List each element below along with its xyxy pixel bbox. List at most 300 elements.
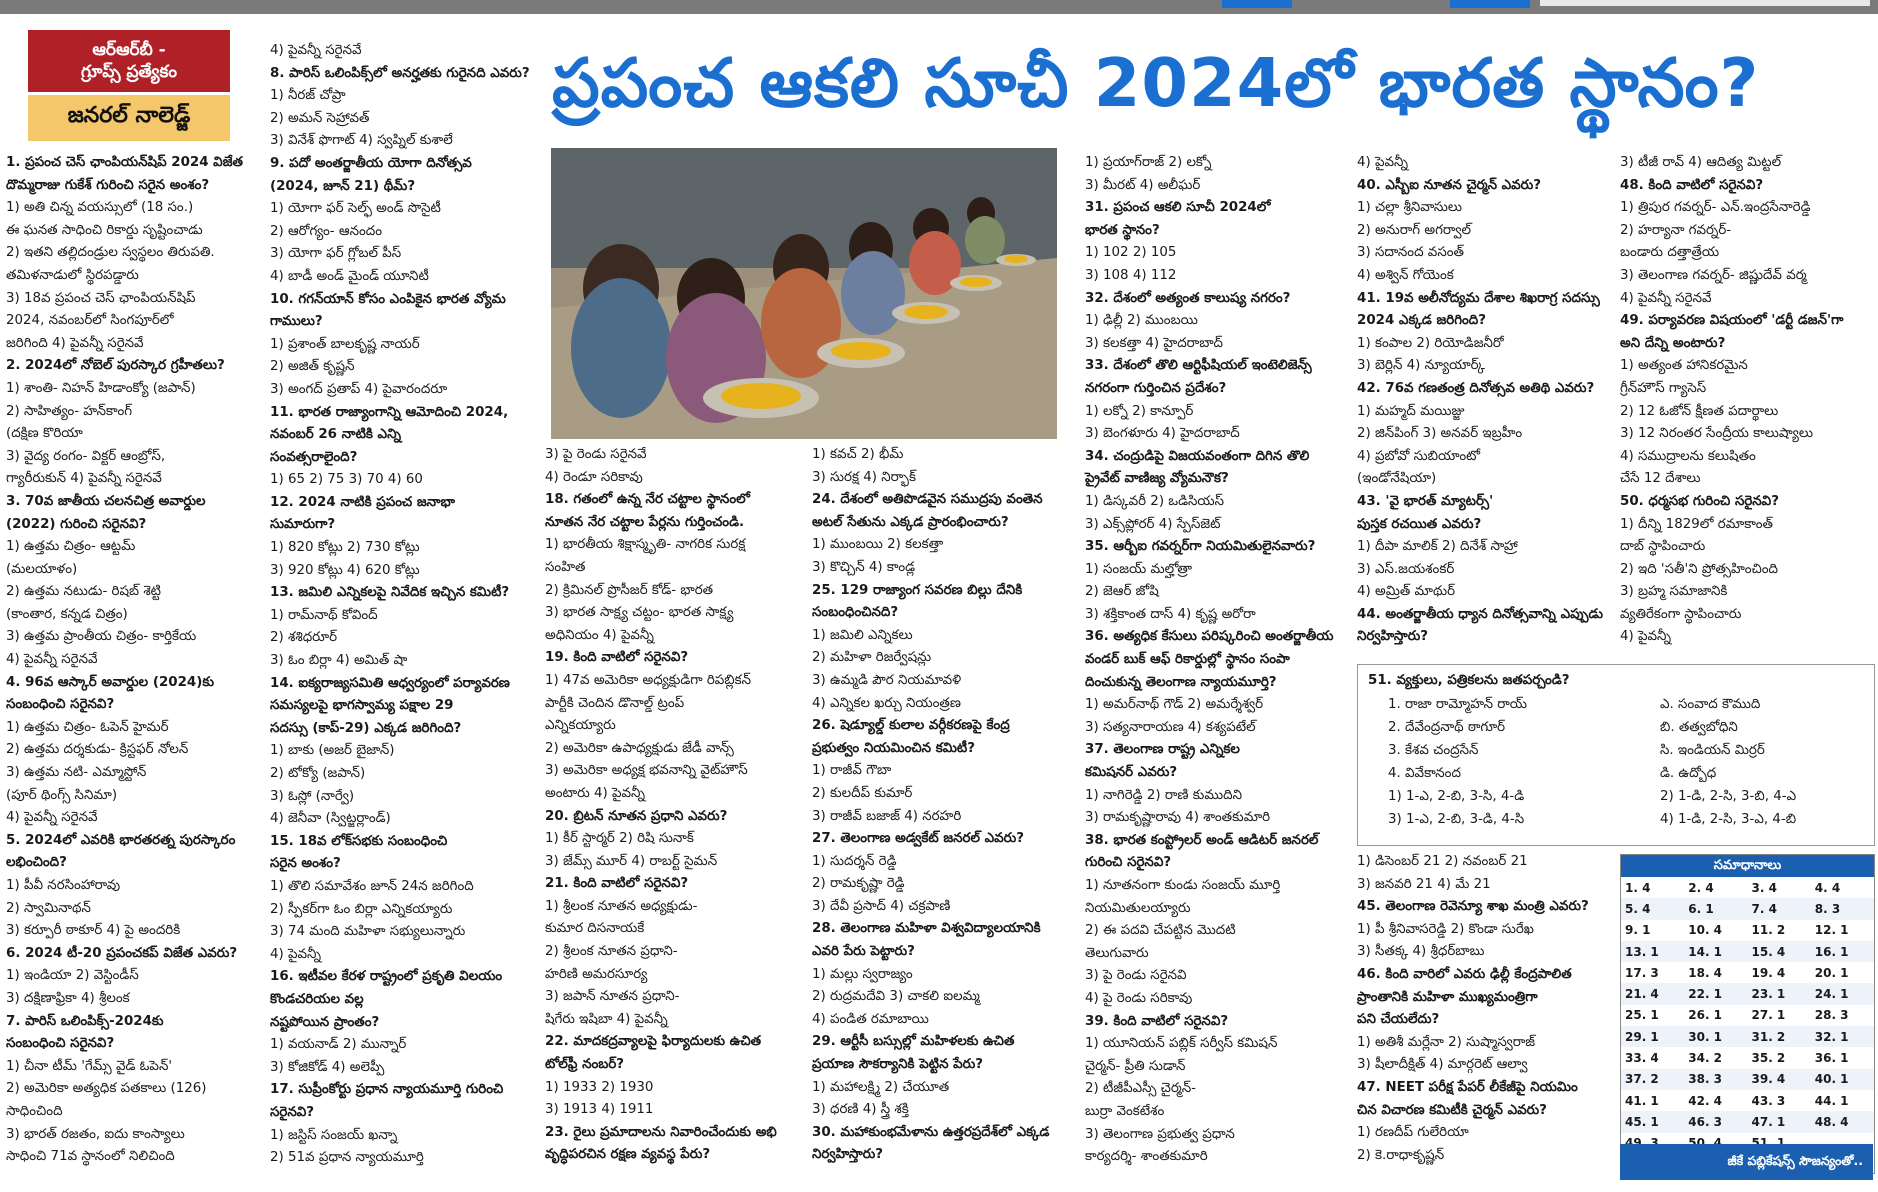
section-badge <box>28 30 230 141</box>
answer-cell: 23. 1 <box>1748 983 1811 1004</box>
option-line: 3) ఓం బిర్లా 4) అమిత్ షా <box>270 653 408 669</box>
answer-cell: 48. 4 <box>1811 1111 1874 1132</box>
option-line: 2) స్పీకర్‌గా ఓం బిర్లా ఎన్నికయ్యారు <box>270 901 453 917</box>
option-line: 3) వైద్య రంగం- విక్టర్ ఆంబ్రోస్, <box>6 448 166 464</box>
question-line: 32. దేశంలో అత్యంత కాలుష్య నగరం? <box>1085 290 1291 306</box>
option-line: 3) ఓస్లో (నార్వే) <box>270 788 355 804</box>
question-line: 16. ఇటీవల కేరళ రాష్ట్రంలో ప్రకృతి విలయం <box>270 969 503 985</box>
answer-cell: 28. 3 <box>1814 1008 1849 1023</box>
option-line: 3) 1913 4) 1911 <box>545 1102 654 1118</box>
question-line: ప్రయాణ సౌకర్యానికి పెట్టిన పేరు? <box>812 1057 983 1073</box>
question-line: వండర్ బుక్ ఆఫ్ రికార్డుల్లో స్థానం సంపా <box>1085 652 1290 668</box>
answer-cell: 46. 3 <box>1684 1111 1747 1132</box>
option-line: 2) శశిధరూర్ <box>270 630 338 646</box>
children-eating-photo <box>551 148 1057 439</box>
option-line: 3) అంగద్ ప్రతాప్ 4) పైవారందరూ <box>270 381 448 397</box>
question-line: 48. కింది వాటిలో సరైనవి? <box>1620 177 1764 193</box>
question-line: 12. 2024 నాటికి ప్రపంచ జనాభా <box>270 494 455 510</box>
question-line: 5. 2024లో ఎవరికి భారతరత్న పురస్కారం <box>6 832 236 848</box>
match-left-item: 1. రాజా రామ్మోహన్ రాయ్ <box>1388 697 1528 712</box>
question-line: 23. రైలు ప్రమాదాలను నివారించేందుకు అభి <box>545 1124 777 1140</box>
answer-cell: 36. 1 <box>1814 1051 1849 1066</box>
option-line: 3) ఉత్తమ నటి- ఎమ్మాస్టోన్ <box>6 765 147 781</box>
question-line: 10. గగన్‌యాన్ కోసం ఎంపికైన భారత వ్యోమ <box>270 291 506 307</box>
option-line: 3) రామకృష్ణారావు 4) శాంతకుమారి <box>1085 810 1271 826</box>
option-line: 4) పై రెండు సరికావు <box>1085 990 1193 1006</box>
option-line: 3) 920 కోట్లు 4) 620 కోట్లు <box>270 562 420 578</box>
question-line: 39. కింది వాటిలో సరైనవి? <box>1085 1013 1229 1029</box>
option-line: 4) సముద్రాలను కలుషితం <box>1620 448 1756 464</box>
option-line: 3) పై రెండు సరైనవే <box>545 447 647 462</box>
question-line: 19. కింది వాటిలో సరైనవి? <box>545 650 689 666</box>
question-line: టోల్‌ఫ్రీ నంబర్? <box>545 1057 625 1073</box>
option-line: 1) తొలి సమావేశం జూన్ 24న జరిగింది <box>270 878 474 894</box>
option-line: 4) పైవన్నీ సరైనవే <box>270 43 362 58</box>
answer-cell: 24. 1 <box>1811 983 1874 1004</box>
option-line: 1) 1933 2) 1930 <box>545 1079 654 1095</box>
answer-cell: 31. 2 <box>1748 1026 1811 1047</box>
option-line: 3) ఉమ్మడి పౌర నియమావళి <box>812 672 962 688</box>
option-line: 4) పైవన్నీ సరైనవే <box>6 810 98 826</box>
answer-cell: 45. 1 <box>1621 1111 1684 1132</box>
option-line: 2) మహిళా రిజర్వేషన్లు <box>812 650 932 666</box>
option-line: కుమార దిసనాయకే <box>545 921 645 937</box>
option-line: 4) అమ్రిత్ మాథుర్ <box>1357 584 1456 600</box>
option-line: దాబ్ స్థాపించారు <box>1620 539 1706 555</box>
question-line: సంబంధించి సరైనవి? <box>6 1036 115 1052</box>
match-option: 1) 1-ఎ, 2-బి, 3-సి, 4-డి <box>1388 789 1525 804</box>
option-line: 1) ఉత్తమ చిత్రం- ఓపెన్ హైమర్ <box>6 719 169 735</box>
question-line: 28. తెలంగాణ మహిళా విశ్వవిద్యాలయానికి <box>812 921 1041 937</box>
question-line: 43. 'వై భారత్ మ్యాటర్స్' <box>1357 493 1494 509</box>
option-line: 2) అనురాగ్ అగర్వాల్ <box>1357 222 1472 238</box>
badge-gold-block <box>28 95 230 141</box>
option-line: 2) అజిత్ కృష్ణన్ <box>270 359 355 375</box>
option-line: 3) 74 మంది మహిళా సభ్యులున్నారు <box>270 924 466 940</box>
option-line: 1) వయనాడ్ 2) మున్నార్ <box>270 1037 407 1053</box>
option-line: 1) డిసెంబర్ 21 2) నవంబర్ 21 <box>1357 854 1528 869</box>
answer-cell: 33. 4 <box>1625 1051 1659 1066</box>
question-column-5 <box>1085 152 1333 1169</box>
question-line: 1. ప్రపంచ చెస్ ఛాంపియన్‌షిప్ 2024 విజేత <box>6 155 243 170</box>
option-line: 4) అశ్విన్ గోయెంక <box>1357 267 1454 283</box>
option-line: 2) హర్యానా గవర్నర్- <box>1620 222 1732 238</box>
badge-line2: గ్రూప్స్ ప్రత్యేకం <box>81 62 177 82</box>
answer-row <box>1621 877 1874 898</box>
answer-row <box>1621 1090 1874 1111</box>
option-line: సాధించింది <box>6 1103 63 1119</box>
question-line: సరైన అంశం? <box>270 856 341 872</box>
option-line: 2) శ్రీలంక నూతన ప్రధాని- <box>545 944 678 960</box>
option-line: 1) 820 కోట్లు 2) 730 కోట్లు <box>270 540 420 556</box>
question-line: చిన విచారణ కమిటీకి చైర్మన్ ఎవరు? <box>1357 1102 1547 1118</box>
option-line: 3) బెర్లిన్ 4) న్యూయార్క్ <box>1357 358 1485 374</box>
option-line: 1) శాంతి- నిహన్ హిడాంక్యో (జపాన్) <box>6 380 196 396</box>
question-line: పుస్తక రచయిత ఎవరు? <box>1357 516 1482 532</box>
question-line: 25. 129 రాజ్యాంగ సవరణ బిల్లు దేనికి <box>812 582 1023 598</box>
option-line: 3) సీతక్క 4) శ్రీధర్‌బాబు <box>1357 944 1485 960</box>
option-line: 2) జెఆర్ జోషి <box>1085 584 1159 600</box>
answer-cell: 44. 1 <box>1814 1093 1849 1108</box>
option-line: చైర్మన్- ప్రీతి సుడాన్ <box>1085 1058 1186 1074</box>
credit-line: జీకే పబ్లికేషన్స్ సౌజన్యంతో.. <box>1620 1144 1873 1180</box>
question-line: (2024, జూన్ 21) థీమ్? <box>270 178 416 194</box>
answer-cell: 35. 2 <box>1751 1051 1786 1066</box>
question-line: 13. జమిలి ఎన్నికలపై నివేదిక ఇచ్చిన కమిటీ? <box>270 585 510 601</box>
question-line: లభించింది? <box>6 855 67 871</box>
option-line: ఈ ఘనత సాధించి రికార్డు సృష్టించాడు <box>6 222 203 238</box>
question-line: 8. పారిస్ ఒలింపిక్స్‌లో అనర్హతకు గురైనది ఎవరు? <box>270 65 530 81</box>
option-line: 3) అమెరికా అధ్యక్ష భవనాన్ని వైట్‌హౌస్ <box>545 763 748 779</box>
option-line: 1) 47వ అమెరికా అధ్యక్షుడిగా రిపబ్లికన్ <box>545 672 752 688</box>
option-line: 2) 12 ఓజోన్ క్షీణత పదార్థాలు <box>1620 403 1779 419</box>
match-left-item: 4. వివేకానంద <box>1388 766 1461 781</box>
answer-row <box>1621 1069 1874 1090</box>
option-line: 1) శ్రీలంక నూతన అధ్యక్షుడు- <box>545 898 698 914</box>
question-line: ప్రైవేట్ వాణిజ్య వ్యోమనౌక? <box>1085 471 1229 487</box>
question-line: సంబంధించినది? <box>812 605 899 621</box>
answer-cell: 13. 1 <box>1621 941 1684 962</box>
answer-cell: 10. 4 <box>1688 923 1723 938</box>
answer-cell: 9. 1 <box>1625 923 1651 938</box>
answer-cell: 16. 1 <box>1811 941 1874 962</box>
option-line: 4) జెనీవా (స్విట్జర్లాండ్) <box>270 811 391 827</box>
question-line: 27. తెలంగాణ అడ్వకేట్ జనరల్ ఎవరు? <box>812 831 1024 847</box>
question-line: నిర్వహిస్తారు? <box>1357 629 1429 645</box>
answer-cell: 12. 1 <box>1814 923 1849 938</box>
option-line: 1) సుదర్శన్ రెడ్డి <box>812 853 897 869</box>
option-line: 3) తెలంగాణ గవర్నర్- జిష్ణుదేవ్ వర్మ <box>1620 267 1807 283</box>
question-line: ప్రాంతానికి మహిళా ముఖ్యమంత్రిగా <box>1357 989 1538 1005</box>
option-line: 3) దక్షిణాఫ్రికా 4) శ్రీలంక <box>6 990 130 1006</box>
option-line: 3) ఉత్తమ ప్రాంతీయ చిత్రం- కార్తికేయ <box>6 629 197 645</box>
question-line: 4. 96వ ఆస్కార్ అవార్డుల (2024)కు <box>6 674 214 690</box>
option-line: 1) ఉత్తమ చిత్రం- ఆట్టమ్ <box>6 539 136 555</box>
option-line: 1) బాకు (అజర్ బైజాన్) <box>270 743 395 759</box>
option-line: 1) దీన్ని 1829లో రమాకాంత్ <box>1620 516 1773 532</box>
question-line: సమస్యలపై భాగస్వామ్య పక్షాల 29 <box>270 698 454 714</box>
option-line: 1) త్రిపుర గవర్నర్- ఎన్.ఇంద్రసేనారెడ్డి <box>1620 200 1811 216</box>
question-line: ఎవరి పేరు పెట్టారు? <box>812 944 915 960</box>
answer-cell: 21. 4 <box>1621 983 1684 1004</box>
question-line: కమిషనర్ ఎవరు? <box>1085 765 1178 781</box>
option-line: 3) కొచ్చిన్ 4) కాండ్ల <box>812 559 916 575</box>
option-line: 1) ప్రశాంత్ బాలకృష్ణ నాయర్ <box>270 336 420 352</box>
option-line: నియమితులయ్యారు <box>1085 900 1191 916</box>
match-option: 2) 1-డి, 2-సి, 3-బి, 4-ఎ <box>1660 789 1797 804</box>
option-line: 1) పీవీ నరసింహారావు <box>6 878 121 893</box>
option-line: 3) 18వ ప్రపంచ చెస్ ఛాంపియన్‌షిప్ <box>6 290 196 306</box>
answer-row <box>1621 1005 1874 1026</box>
match-right-item: సి. ఇండియన్ మిర్రర్ <box>1660 743 1765 758</box>
option-line: 3) యోగా ఫర్ గ్లోబల్ పీస్ <box>270 246 402 262</box>
question-line: సంవత్సరాలైంది? <box>270 449 358 465</box>
option-line: 3) సురక్ష 4) నిర్భాక్ <box>812 469 916 485</box>
answer-cell: 37. 2 <box>1621 1069 1684 1090</box>
top-rule-accent <box>1222 0 1292 8</box>
top-rule <box>0 0 1878 14</box>
answer-cell: 7. 4 <box>1748 898 1811 919</box>
option-line: 1) మహ్మద్ మయిజ్జు <box>1357 403 1465 419</box>
option-line: పార్టీకి చెందిన డొనాల్డ్ ట్రంప్ <box>545 695 685 711</box>
question-line: 33. దేశంలో తొలి ఆర్టిఫీషియల్ ఇంటెలిజెన్స్ <box>1085 358 1312 374</box>
answer-cell: 8. 3 <box>1811 898 1874 919</box>
answer-cell: 22. 1 <box>1684 983 1747 1004</box>
option-line: 2) రామకృష్ణా రెడ్డి <box>812 876 905 892</box>
question-line: 2. 2024లో నోబెల్ పురస్కార గ్రహీతలు? <box>6 358 225 374</box>
answer-cell: 5. 4 <box>1621 898 1684 919</box>
option-line: 1) కీర్ స్టార్మర్ 2) రిషి సునాక్ <box>545 831 694 847</box>
news-photo <box>551 148 1057 439</box>
answer-cell: 17. 3 <box>1625 965 1659 980</box>
answer-cell: 4. 4 <box>1814 880 1841 895</box>
match-question-box <box>1357 664 1875 846</box>
question-line: భారత స్థానం? <box>1085 222 1160 238</box>
question-line: సంబంధించి సరైనవి? <box>6 697 115 713</box>
answer-cell: 11. 2 <box>1751 923 1786 938</box>
question-line: 41. 19వ అలీనోద్యమ దేశాల శిఖరాగ్ర సదస్సు <box>1357 290 1600 306</box>
answer-key <box>1620 854 1875 1174</box>
question-line: (2022) గురించి సరైనవి? <box>6 516 147 532</box>
option-line: 2024, నవంబర్‌లో సింగపూర్‌లో <box>6 313 174 329</box>
answer-row <box>1621 941 1874 962</box>
option-line: 3) సదానంద వసంత్ <box>1357 245 1464 261</box>
option-line: 3) కోజికోడ్ 4) అలెప్పీ <box>270 1059 385 1075</box>
question-line: 47. NEET పరీక్ష పేపర్ లీకేజీపై నియమిం <box>1357 1079 1578 1095</box>
option-line: 1) 102 2) 105 <box>1085 245 1177 261</box>
option-line: 3) 108 4) 112 <box>1085 267 1177 283</box>
question-line: 17. సుప్రీంకోర్టు ప్రధాన న్యాయమూర్తి గురించి <box>270 1082 504 1098</box>
option-line: 4) పైవన్నీ <box>1620 629 1672 645</box>
answer-cell: 27. 1 <box>1751 1008 1786 1023</box>
option-line: 2) టోక్యో (జపాన్) <box>270 766 366 781</box>
question-line: 30. మహాకుంభమేళాను ఉత్తరప్రదేశ్‌లో ఎక్కడ <box>812 1124 1050 1140</box>
answer-cell: 41. 1 <box>1625 1093 1659 1108</box>
answer-cell: 18. 4 <box>1688 965 1723 980</box>
option-line: 1) భారతీయ శిక్షాస్మృతి- నాగరిక సురక్ష <box>545 537 746 553</box>
option-line: 1) డిస్కవరీ 2) ఒడిసియస్ <box>1085 493 1225 509</box>
option-line: 1) జమిలి ఎన్నికలు <box>812 627 913 643</box>
option-line: 1) 65 2) 75 3) 70 4) 60 <box>270 472 423 488</box>
badge-line3: జనరల్ నాలెడ్జ్ <box>67 103 191 128</box>
option-line: 1) దీపా మాలిక్ 2) దినేశ్ సాహ్రా <box>1357 539 1518 555</box>
question-column-1 <box>6 152 243 1169</box>
option-line: 4) పైవన్నీ <box>270 946 322 962</box>
match-right-item: ఎ. సంవాద కౌముది <box>1660 697 1761 712</box>
option-line: సంహిత <box>545 559 586 575</box>
question-line: 26. షెడ్యూల్డ్ కులాల వర్గీకరణపై కేంద్ర <box>812 718 1010 734</box>
answer-row <box>1621 1047 1874 1068</box>
question-line: 46. కింది వారిలో ఎవరు ఢిల్లీ కేంద్రపాలిత <box>1357 966 1572 982</box>
option-line: 1) అతి చిన్న వయస్సులో (18 సం.) <box>6 200 194 216</box>
question-line: సుమారుగా? <box>270 517 336 533</box>
answer-row <box>1621 1026 1874 1047</box>
answer-row <box>1621 962 1874 983</box>
option-line: 1) నాగిరెడ్డి 2) రాణి కుముదిని <box>1085 787 1242 803</box>
option-line: 3) ధరణి 4) స్త్రీ శక్తి <box>812 1102 909 1118</box>
option-line: ఎన్నికయ్యారు <box>545 718 616 734</box>
option-line: తెలుగువారు <box>1085 945 1149 961</box>
option-line: 2) ఇతని తల్లిదండ్రుల స్వస్థలం తిరుపతి. <box>6 245 215 261</box>
option-line: జరిగింది 4) పైవన్నీ సరైనవే <box>6 335 144 351</box>
question-line: నవంబర్ 26 నాటికి ఎన్ని <box>270 427 402 443</box>
option-line: షిగేరు ఇషిబా 4) పైవన్నీ <box>545 1011 668 1027</box>
question-line: 42. 76వ గణతంత్ర దినోత్సవ అతిథి ఎవరు? <box>1357 380 1595 396</box>
top-rule-accent <box>1540 0 1870 6</box>
question-line: అటల్ సేతును ఎక్కడ ప్రారంభించారు? <box>812 514 1009 530</box>
answer-cell: 29. 1 <box>1621 1026 1684 1047</box>
question-line: 9. పదో అంతర్జాతీయ యోగా దినోత్సవ <box>270 155 472 171</box>
question-line: 24. దేశంలో అతిపొడవైన సముద్రపు వంతెన <box>812 492 1043 508</box>
option-line: 2) అమెరికా ఉపాధ్యక్షుడు జేడీ వాన్స్ <box>545 740 734 756</box>
answer-cell: 39. 4 <box>1748 1069 1811 1090</box>
option-line: 2) స్వామినాథన్ <box>6 900 91 916</box>
answer-cell: 14. 1 <box>1684 941 1747 962</box>
answer-cell: 38. 3 <box>1684 1069 1747 1090</box>
option-line: 1) నూతనంగా కుండు సంజయ్ మూర్తి <box>1085 878 1281 893</box>
option-line: గ్యారీరుకున్ 4) పైవన్నీ సరైనవే <box>6 471 162 487</box>
question-line: గురించి సరైనవి? <box>1085 855 1172 871</box>
option-line: 4) పైవన్నీ సరైనవే <box>6 652 98 668</box>
question-line: 36. అత్యధిక కేసులు పరిష్కరించి అంతర్జాతీయ <box>1085 629 1334 645</box>
option-line: 3) రాజీవ్ బజాజ్ 4) నరహరి <box>812 808 962 824</box>
option-line: 2) అమెరికా అత్యధిక పతకాలు (126) <box>6 1081 207 1097</box>
question-line: సరైనవి? <box>270 1104 315 1120</box>
option-line: 1) సంజయ్ మల్హోత్రా <box>1085 561 1193 577</box>
question-line: 22. మాదకద్రవ్యాలపై ఫిర్యాదులకు ఉచిత <box>545 1034 762 1050</box>
question-line: 50. ధర్మసభ గురించి సరైనవి? <box>1620 493 1779 509</box>
badge-line1: ఆర్ఆర్‌బీ - <box>92 40 166 60</box>
answer-row <box>1621 920 1874 941</box>
option-line: (పూర్ థింగ్స్ సినిమా) <box>6 787 118 803</box>
option-line: 3) 12 నిరంతర సేంద్రీయ కాలుష్యాలు <box>1620 426 1813 442</box>
option-line: అధినియం 4) పైవన్నీ <box>545 627 654 643</box>
option-line: 3) జేమ్స్ మూర్ 4) రాబర్ట్ సైమన్ <box>545 853 718 869</box>
option-line: (ఇండోనేషియా) <box>1357 471 1437 487</box>
match-right-item: బి. తత్వబోధిని <box>1660 720 1738 735</box>
option-line: 4) బాడీ అండ్ మైండ్ యూనిటీ <box>270 268 429 284</box>
option-line: 2) కె.రాధాకృష్ణన్ <box>1357 1147 1445 1163</box>
option-line: 1) ముంబయి 2) కలకత్తా <box>812 537 944 553</box>
answer-cell: 2. 4 <box>1688 880 1714 895</box>
option-line: అంటారు 4) పైవన్నీ <box>545 785 645 801</box>
option-line: 3) టీజీ రావ్ 4) ఆదిత్య మిట్టల్ <box>1620 155 1782 170</box>
option-line: 1) పీ శ్రీనివాసరెడ్డి 2) కొండా సురేఖ <box>1357 921 1534 937</box>
answer-cell: 3. 4 <box>1751 880 1777 895</box>
option-line: 1) చీనా టీమ్ 'గేమ్స్ వైడ్ ఓపెన్' <box>6 1058 173 1074</box>
option-line: 1) కవచ్ 2) భీమ్ <box>812 447 904 462</box>
option-line: 4) రెండూ సరికావు <box>545 469 643 485</box>
option-line: 3) జపాన్ నూతన ప్రధాని- <box>545 989 680 1005</box>
answer-row <box>1621 1111 1874 1132</box>
option-line: (దక్షిణ కొరియా <box>6 426 83 442</box>
option-line: 1) రాజీవ్ గౌబా <box>812 763 892 779</box>
question-line: 44. అంతర్జాతీయ ధ్యాన దినోత్సవాన్ని ఎప్పుడు <box>1357 606 1603 622</box>
option-line: 3) ఎక్స్‌ప్లోరర్ 4) స్పేస్‌జెట్ <box>1085 516 1221 532</box>
question-column-3 <box>545 444 777 1167</box>
question-line: దించుకున్న తెలంగాణ న్యాయమూర్తి? <box>1085 674 1277 690</box>
answer-cell: 19. 4 <box>1751 965 1786 980</box>
option-line: 1) ప్రయాగ్‌రాజ్ 2) లక్నో <box>1085 155 1212 170</box>
answer-cell: 26. 1 <box>1688 1008 1723 1023</box>
question-column-7 <box>1620 152 1843 649</box>
answer-cell: 30. 1 <box>1684 1026 1747 1047</box>
option-line: 3) షీలాదీక్షిత్ 4) మార్గరెట్ ఆల్వా <box>1357 1057 1528 1073</box>
badge-red-block <box>28 30 230 92</box>
answer-cell: 40. 1 <box>1811 1069 1874 1090</box>
headline: ప్రపంచ ఆకలి సూచీ 2024లో భారత స్థానం? <box>552 44 1760 122</box>
answer-cell: 42. 4 <box>1688 1093 1723 1108</box>
question-line: 15. 18వ లోక్‌సభకు సంబంధించి <box>270 833 448 849</box>
option-line: సాధించి 71వ స్థానంలో నిలిచింది <box>6 1149 175 1165</box>
answer-key-table <box>1621 877 1874 1154</box>
option-line: 1) అత్యంత హానికరమైన <box>1620 358 1748 374</box>
option-line: 1) అతిశీ మర్లేనా 2) సుష్మాస్వరాజ్ <box>1357 1034 1536 1050</box>
question-column-6 <box>1357 152 1603 649</box>
answer-cell: 1. 4 <box>1625 880 1651 895</box>
option-line: 3) భారత్ రజతం, ఐదు కాంస్యాలు <box>6 1126 185 1142</box>
option-line: 2) కులదీప్ కుమార్ <box>812 785 913 801</box>
option-line: 2) ఉత్తమ దర్శకుడు- క్రిస్టఫర్ నోలన్ <box>6 742 189 758</box>
option-line: 2) 51వ ప్రధాన న్యాయమూర్తి <box>270 1150 424 1166</box>
question-line: అని దేన్ని అంటారు? <box>1620 335 1726 351</box>
option-line: 1) యోగా ఫర్ సెల్ఫ్ అండ్ సొసైటీ <box>270 201 441 217</box>
question-line: 14. ఐక్యరాజ్యసమితి ఆధ్వర్యంలో పర్యావరణ <box>270 675 510 691</box>
option-line: 2) ఈ పదవి చేపట్టిన మొదటి <box>1085 923 1236 939</box>
option-line: 1) మల్లు స్వరాజ్యం <box>812 966 913 982</box>
option-line: 1) లక్నో 2) కాన్పూర్ <box>1085 403 1194 419</box>
option-line: 3) బెంగళూరు 4) హైదరాబాద్ <box>1085 426 1240 442</box>
option-line: 1) యూనియన్ పబ్లిక్ సర్వీస్ కమిషన్ <box>1085 1036 1278 1052</box>
option-line: 3) భారత సాక్ష్య చట్టం- భారత సాక్ష్య <box>545 605 734 621</box>
answer-row <box>1621 898 1874 919</box>
option-line: హరిణి అమరసూర్య <box>545 966 648 982</box>
question-line: ప్రభుత్వం నియమించిన కమిటీ? <box>812 740 975 756</box>
question-line: కొండచరియల వల్ల <box>270 991 364 1007</box>
option-line: 1) రణదీప్ గులేరియా <box>1357 1125 1469 1141</box>
option-line: 1) రామ్‌నాథ్ కోవింద్ <box>270 607 378 623</box>
question-line: నూతన నేర చట్టాల పేర్లను గుర్తించండి. <box>545 514 745 530</box>
option-line: 1) జస్టిస్ సంజయ్ ఖన్నా <box>270 1127 398 1143</box>
option-line: గ్రీన్‌హౌస్ గ్యాసెస్ <box>1620 380 1707 396</box>
option-line: 1) అమర్‌నాథ్ గౌడ్ 2) అమర్శేశ్వర్ <box>1085 697 1264 713</box>
match-right-item: డి. ఉద్బోధ <box>1660 766 1717 781</box>
question-line: 18. గతంలో ఉన్న నేర చట్టాల స్థానంలో <box>545 492 750 508</box>
option-line: 1) ఢిల్లీ 2) ముంబయి <box>1085 313 1198 329</box>
option-line: (మలయాళం) <box>6 561 78 577</box>
option-line: వ్యతిరేకంగా స్థాపించారు <box>1620 606 1742 622</box>
option-line: చేసే 12 దేశాలు <box>1620 471 1701 487</box>
option-line: 4) పండిత రమాబాయి <box>812 1011 929 1027</box>
question-line: 34. చంద్రుడిపై విజయవంతంగా దిగిన తొలి <box>1085 448 1310 464</box>
question-line: 20. బ్రిటన్ నూతన ప్రధాని ఎవరు? <box>545 808 728 824</box>
option-line: 2) టీజీపీఎస్సీ చైర్మన్- <box>1085 1081 1196 1097</box>
option-line: 3) దేవీ ప్రసాద్ 4) చక్రపాణి <box>812 898 951 914</box>
option-line: 3) శక్తికాంత దాస్ 4) కృష్ణ అరోరా <box>1085 606 1256 622</box>
option-line: 1) చల్లా శ్రీనివాసులు <box>1357 200 1462 216</box>
question-line: 6. 2024 టీ-20 ప్రపంచకప్ విజేత ఎవరు? <box>6 945 238 961</box>
option-line: 1) కంపాల 2) రియోడిజనీరో <box>1357 335 1504 351</box>
question-line: 35. ఆర్బీఐ గవర్నర్‌గా నియమితులైనవారు? <box>1085 539 1316 555</box>
question-line: 21. కింది వాటిలో సరైనవి? <box>545 876 689 892</box>
answer-cell: 43. 3 <box>1751 1093 1786 1108</box>
option-line: తమిళనాడులో స్థిరపడ్డారు <box>6 267 139 283</box>
option-line: 2) జిన్‌పింగ్ 3) అనవర్ ఇబ్రహీం <box>1357 426 1523 442</box>
answer-cell: 20. 1 <box>1814 965 1849 980</box>
option-line: 4) ప్రబోవో సుబియాంటో <box>1357 448 1481 464</box>
option-line: 3) జనవరి 21 4) మే 21 <box>1357 876 1491 892</box>
question-line: గాములు? <box>270 314 323 330</box>
